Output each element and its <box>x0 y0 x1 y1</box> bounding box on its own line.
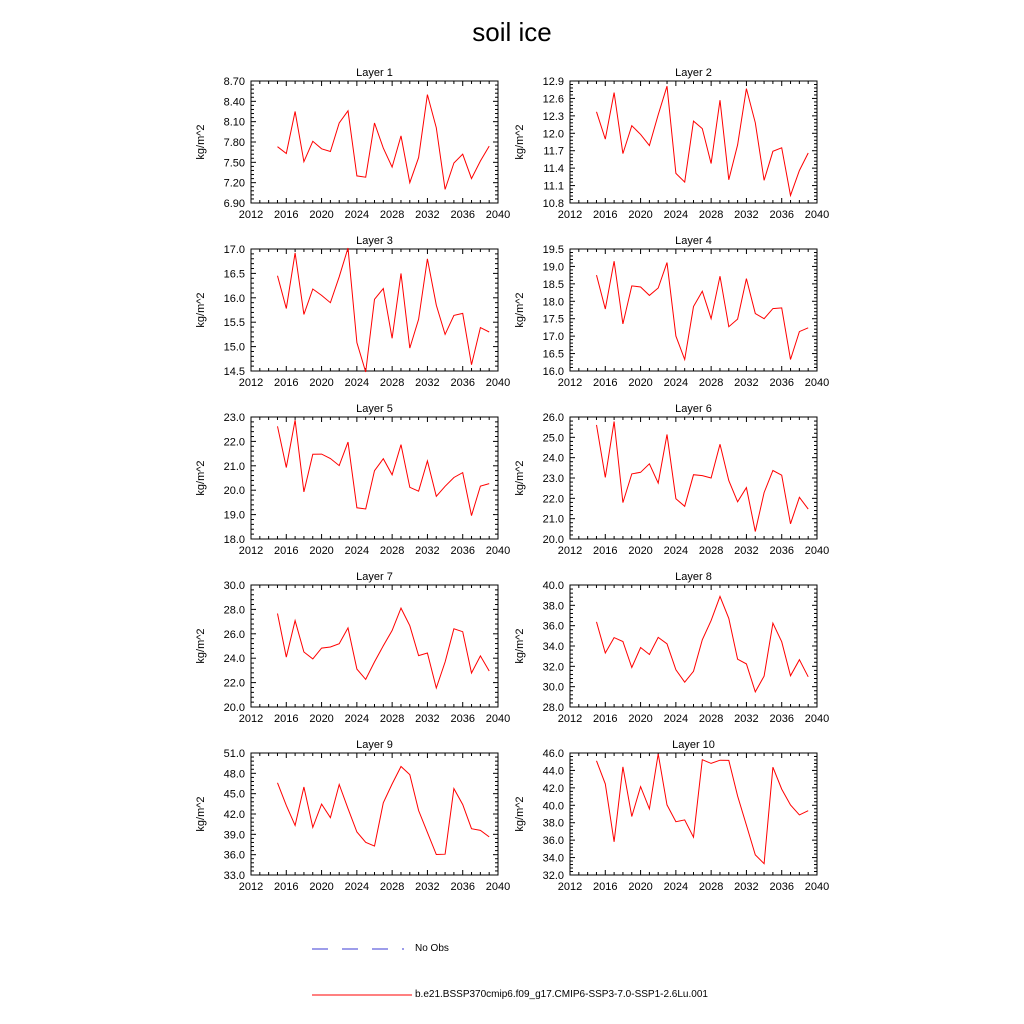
panel-7-ytick-label: 26.0 <box>223 628 245 641</box>
panel-7-xtick-label: 2012 <box>238 713 264 725</box>
panel-10-ytick-label: 38.0 <box>542 817 564 830</box>
panel-7-ytick-label: 24.0 <box>223 653 245 666</box>
panel-6-ytick-label: 25.0 <box>542 432 564 445</box>
panel-6-ytick-label: 22.0 <box>542 493 564 506</box>
panel-2-ytick-label: 12.0 <box>542 128 564 141</box>
panel-10-series-line <box>597 754 809 864</box>
panel-9-xtick-label: 2036 <box>450 881 475 893</box>
legend-line-model <box>312 990 412 1000</box>
panel-6-ytick-label: 21.0 <box>542 513 564 526</box>
panel-3-xtick-label: 2032 <box>415 377 440 389</box>
panel-1-ytick-label: 8.40 <box>223 96 245 109</box>
panel-9-xtick-label: 2040 <box>485 881 511 893</box>
panel-9-xtick-label: 2012 <box>238 881 264 893</box>
panel-4-ytick-label: 16.5 <box>542 348 564 361</box>
panel-6-ytick-label: 24.0 <box>542 452 564 465</box>
panel-7-ylabel: kg/m^2 <box>195 628 207 664</box>
panel-10-xtick-label: 2024 <box>663 881 689 893</box>
panel-9-series-line <box>278 767 490 855</box>
panel-9 <box>195 739 510 893</box>
panel-2-xtick-label: 2028 <box>698 209 724 221</box>
panel-7-series-line <box>278 608 490 688</box>
panel-5-xtick-label: 2040 <box>485 545 511 557</box>
panel-7-ytick-label: 28.0 <box>223 604 245 617</box>
panel-8-ylabel: kg/m^2 <box>514 628 526 664</box>
panel-2-ytick-label: 11.7 <box>543 145 564 158</box>
panel-7 <box>195 571 510 725</box>
panel-8-ytick-label: 28.0 <box>542 702 564 714</box>
panel-4-ytick-label: 17.0 <box>542 331 564 344</box>
panel-3-ylabel: kg/m^2 <box>195 292 207 328</box>
panel-6-xtick-label: 2040 <box>804 545 830 557</box>
panel-7-title: Layer 7 <box>356 571 393 583</box>
panel-10-ytick-label: 36.0 <box>542 835 564 848</box>
panel-2-ylabel: kg/m^2 <box>514 124 526 160</box>
panel-10-xtick-label: 2016 <box>593 881 618 893</box>
legend-label-model: b.e21.BSSP370cmip6.f09_g17.CMIP6-SSP3-7.0-SSP1-2.6Lu.001 <box>415 989 708 1000</box>
panel-2-ytick-label: 12.9 <box>542 76 564 88</box>
panel-2-series-line <box>597 86 809 195</box>
panel-4-ytick-label: 19.5 <box>542 244 564 256</box>
panel-3-xtick-label: 2012 <box>238 377 264 389</box>
panel-4-series-line <box>597 261 809 359</box>
legend-label-no-obs: No Obs <box>415 943 449 954</box>
panel-6-xtick-label: 2032 <box>734 545 759 557</box>
panel-1-xtick-label: 2016 <box>274 209 299 221</box>
panel-5-series-line <box>278 420 490 515</box>
panel-5-xtick-label: 2032 <box>415 545 440 557</box>
panel-1-series-line <box>278 95 490 190</box>
panel-5-xtick-label: 2036 <box>450 545 475 557</box>
panel-10 <box>514 739 829 893</box>
panel-4-ytick-label: 18.0 <box>542 296 564 309</box>
figure-title: soil ice <box>472 17 552 47</box>
panel-5-ytick-label: 21.0 <box>223 460 245 473</box>
panel-2-xtick-label: 2036 <box>769 209 794 221</box>
panel-4-ylabel: kg/m^2 <box>514 292 526 328</box>
panel-2-title: Layer 2 <box>675 67 712 79</box>
panel-6-xtick-label: 2024 <box>663 545 689 557</box>
panel-3-series-line <box>278 248 490 372</box>
panel-5-title: Layer 5 <box>356 403 393 415</box>
panel-10-ytick-label: 42.0 <box>542 782 564 795</box>
panel-1-xtick-label: 2036 <box>450 209 475 221</box>
panel-6-frame <box>570 417 817 539</box>
panel-3-xtick-label: 2024 <box>344 377 370 389</box>
panel-1-ytick-label: 8.70 <box>223 76 245 88</box>
panel-8-ytick-label: 32.0 <box>542 661 564 674</box>
panel-3-xtick-label: 2020 <box>309 377 334 389</box>
panel-10-title: Layer 10 <box>672 739 715 751</box>
panel-8-ytick-label: 30.0 <box>542 681 564 694</box>
panel-6-ylabel: kg/m^2 <box>514 460 526 496</box>
panel-5-xtick-label: 2012 <box>238 545 264 557</box>
panel-10-xtick-label: 2020 <box>628 881 653 893</box>
panel-3-xtick-label: 2016 <box>274 377 299 389</box>
panel-1-ytick-label: 7.20 <box>223 177 245 190</box>
panel-3-xtick-label: 2040 <box>485 377 511 389</box>
panel-5-frame <box>251 417 498 539</box>
panel-8-xtick-label: 2024 <box>663 713 689 725</box>
panel-8-xtick-label: 2036 <box>769 713 794 725</box>
panel-1-xtick-label: 2040 <box>485 209 511 221</box>
panel-10-xtick-label: 2028 <box>698 881 724 893</box>
panel-4-xtick-label: 2036 <box>769 377 794 389</box>
panel-3-ytick-label: 15.0 <box>223 341 245 354</box>
panel-4-xtick-label: 2012 <box>557 377 583 389</box>
panel-7-ytick-label: 20.0 <box>223 702 245 714</box>
panel-10-xtick-label: 2012 <box>557 881 583 893</box>
panel-1-xtick-label: 2024 <box>344 209 370 221</box>
panel-2-frame <box>570 81 817 203</box>
panel-2-ytick-label: 12.3 <box>542 110 564 123</box>
panel-8-series-line <box>597 596 809 692</box>
panel-9-ytick-label: 33.0 <box>223 870 245 882</box>
panel-4-ytick-label: 19.0 <box>542 261 564 274</box>
panel-10-xtick-label: 2040 <box>804 881 830 893</box>
panel-4-ytick-label: 16.0 <box>542 366 564 378</box>
panel-8-title: Layer 8 <box>675 571 712 583</box>
panel-9-ytick-label: 36.0 <box>223 849 245 862</box>
panel-2-xtick-label: 2016 <box>593 209 618 221</box>
panel-4-frame <box>570 249 817 371</box>
panel-1-xtick-label: 2032 <box>415 209 440 221</box>
panel-10-ytick-label: 32.0 <box>542 870 564 882</box>
panel-3-ytick-label: 14.5 <box>223 366 245 378</box>
panel-3-frame <box>251 249 498 371</box>
panel-3-ytick-label: 16.5 <box>223 268 245 281</box>
panel-9-ytick-label: 39.0 <box>223 829 245 842</box>
panel-1-title: Layer 1 <box>356 67 393 79</box>
panel-7-frame <box>251 585 498 707</box>
panel-7-xtick-label: 2024 <box>344 713 370 725</box>
panel-7-xtick-label: 2020 <box>309 713 334 725</box>
panel-9-xtick-label: 2024 <box>344 881 370 893</box>
panel-6-xtick-label: 2036 <box>769 545 794 557</box>
panel-4-xtick-label: 2028 <box>698 377 724 389</box>
panel-8-xtick-label: 2028 <box>698 713 724 725</box>
panel-8-xtick-label: 2040 <box>804 713 830 725</box>
panel-5-xtick-label: 2028 <box>379 545 405 557</box>
panel-6-series-line <box>597 422 809 532</box>
panel-4-xtick-label: 2016 <box>593 377 618 389</box>
panel-9-ytick-label: 45.0 <box>223 788 245 801</box>
panel-6-ytick-label: 26.0 <box>542 412 564 424</box>
panel-6-xtick-label: 2012 <box>557 545 583 557</box>
panel-4-xtick-label: 2024 <box>663 377 689 389</box>
panel-7-xtick-label: 2032 <box>415 713 440 725</box>
panel-6-ytick-label: 23.0 <box>542 473 564 485</box>
panel-7-xtick-label: 2016 <box>274 713 299 725</box>
panel-1-xtick-label: 2028 <box>379 209 405 221</box>
panel-1-xtick-label: 2020 <box>309 209 334 221</box>
panel-10-ytick-label: 34.0 <box>542 852 564 865</box>
panel-1-ytick-label: 7.80 <box>223 137 245 149</box>
panel-3-title: Layer 3 <box>356 235 393 247</box>
panel-2 <box>514 67 829 221</box>
panel-10-xtick-label: 2036 <box>769 881 794 893</box>
panel-8-ytick-label: 34.0 <box>542 641 564 653</box>
panel-9-frame <box>251 753 498 875</box>
panel-8-xtick-label: 2016 <box>593 713 618 725</box>
panel-9-xtick-label: 2020 <box>309 881 334 893</box>
panel-8-xtick-label: 2032 <box>734 713 759 725</box>
panel-4-ytick-label: 18.5 <box>542 278 564 291</box>
legend-line-no-obs <box>312 944 404 954</box>
panel-1-frame <box>251 81 498 203</box>
panel-3-ytick-label: 17.0 <box>223 244 245 256</box>
panel-8-frame <box>570 585 817 707</box>
panel-1-ytick-label: 7.50 <box>223 157 245 170</box>
panel-9-ytick-label: 42.0 <box>223 809 245 821</box>
panel-8-xtick-label: 2020 <box>628 713 653 725</box>
panel-8-xtick-label: 2012 <box>557 713 583 725</box>
panel-2-ytick-label: 12.6 <box>542 93 564 106</box>
panel-9-ytick-label: 51.0 <box>223 748 245 760</box>
panel-7-ytick-label: 30.0 <box>223 580 245 592</box>
panel-2-ytick-label: 11.4 <box>543 163 564 176</box>
panel-7-xtick-label: 2036 <box>450 713 475 725</box>
panel-1-ylabel: kg/m^2 <box>195 124 207 160</box>
panel-3-xtick-label: 2028 <box>379 377 405 389</box>
panel-8-ytick-label: 36.0 <box>542 620 564 633</box>
panel-10-ytick-label: 40.0 <box>542 800 564 813</box>
panel-10-xtick-label: 2032 <box>734 881 759 893</box>
panel-5-xtick-label: 2020 <box>309 545 334 557</box>
panel-2-xtick-label: 2040 <box>804 209 830 221</box>
panel-10-ytick-label: 46.0 <box>542 748 564 760</box>
panel-2-xtick-label: 2032 <box>734 209 759 221</box>
panel-6 <box>514 403 829 557</box>
panel-10-ylabel: kg/m^2 <box>514 796 526 832</box>
panel-5 <box>195 403 510 557</box>
panel-1-ytick-label: 8.10 <box>223 116 245 129</box>
panel-4 <box>514 235 829 389</box>
panel-2-ytick-label: 10.8 <box>542 198 564 210</box>
panel-5-ytick-label: 18.0 <box>223 534 245 546</box>
panel-6-xtick-label: 2020 <box>628 545 653 557</box>
panel-5-ytick-label: 22.0 <box>223 436 245 449</box>
panel-3-xtick-label: 2036 <box>450 377 475 389</box>
panel-9-xtick-label: 2028 <box>379 881 405 893</box>
panel-8-ytick-label: 38.0 <box>542 600 564 613</box>
panel-3-ytick-label: 15.5 <box>223 317 245 330</box>
panel-5-ytick-label: 23.0 <box>223 412 245 424</box>
panel-2-xtick-label: 2024 <box>663 209 689 221</box>
panel-5-ytick-label: 19.0 <box>223 509 245 522</box>
panel-2-xtick-label: 2020 <box>628 209 653 221</box>
panel-8 <box>514 571 829 725</box>
panel-7-xtick-label: 2040 <box>485 713 511 725</box>
panel-8-ytick-label: 40.0 <box>542 580 564 592</box>
panel-1-ytick-label: 6.90 <box>223 198 245 210</box>
panel-4-xtick-label: 2020 <box>628 377 653 389</box>
panel-9-ytick-label: 48.0 <box>223 768 245 781</box>
panel-9-title: Layer 9 <box>356 739 393 751</box>
panel-6-xtick-label: 2016 <box>593 545 618 557</box>
panel-1 <box>195 67 510 221</box>
panel-5-xtick-label: 2024 <box>344 545 370 557</box>
panel-9-xtick-label: 2032 <box>415 881 440 893</box>
panel-4-xtick-label: 2040 <box>804 377 830 389</box>
panel-1-xtick-label: 2012 <box>238 209 264 221</box>
panel-3 <box>195 235 510 389</box>
panel-4-title: Layer 4 <box>675 235 712 247</box>
panel-6-title: Layer 6 <box>675 403 712 415</box>
panel-5-ytick-label: 20.0 <box>223 485 245 498</box>
panel-10-frame <box>570 753 817 875</box>
panel-7-ytick-label: 22.0 <box>223 677 245 690</box>
panel-9-xtick-label: 2016 <box>274 881 299 893</box>
panel-5-xtick-label: 2016 <box>274 545 299 557</box>
panel-10-ytick-label: 44.0 <box>542 765 564 778</box>
panel-2-ytick-label: 11.1 <box>543 180 564 193</box>
panel-4-ytick-label: 17.5 <box>542 313 564 326</box>
panel-6-ytick-label: 20.0 <box>542 534 564 546</box>
panel-7-xtick-label: 2028 <box>379 713 405 725</box>
panel-2-xtick-label: 2012 <box>557 209 583 221</box>
panel-3-ytick-label: 16.0 <box>223 292 245 305</box>
panel-4-xtick-label: 2032 <box>734 377 759 389</box>
panel-6-xtick-label: 2028 <box>698 545 724 557</box>
panel-9-ylabel: kg/m^2 <box>195 796 207 832</box>
panel-5-ylabel: kg/m^2 <box>195 460 207 496</box>
